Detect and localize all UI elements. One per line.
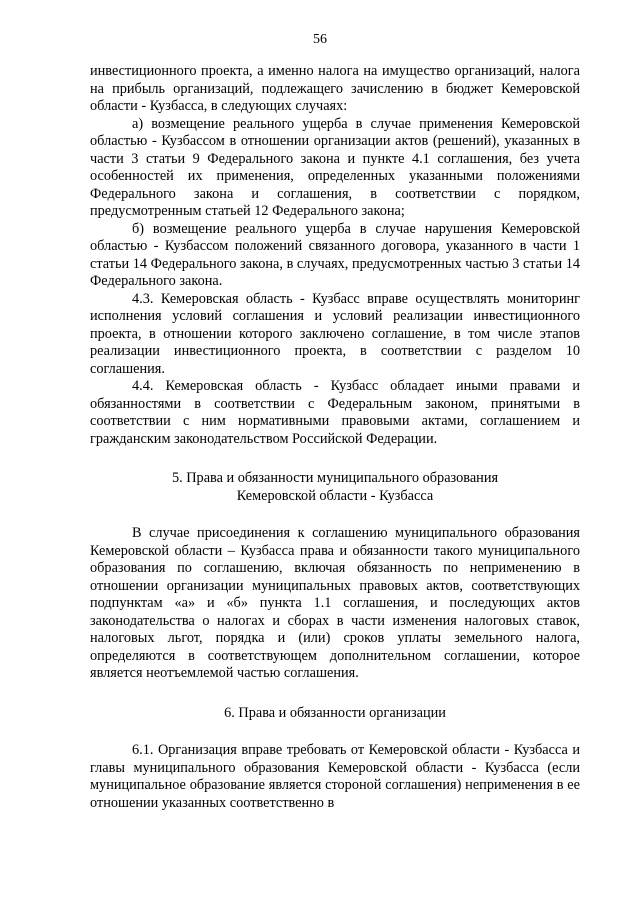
paragraph-item-b: б) возмещение реального ущерба в случае нарушения Кемеровской областью - Кузбассом положений связанного договора, указанного в части 1 статьи 14 Федерального закона, в случаях, предусмотренных частью 3 статьи 14 Федерального закона. [90,220,580,289]
paragraph-6-1: 6.1. Организация вправе требовать от Кемеровской области - Кузбасса и главы муниципального образования Кемеровской области - Кузбасса (если муниципальное образование является стороной соглашения) неприменения в ее отношении указанных соответственно в [90,742,580,811]
paragraph-continuation: инвестиционного проекта, а именно налога на имущество организаций, налога на прибыль организаций, подлежащего зачислению в бюджет Кемеровской области - Кузбасса, в следующих случаях: [90,63,580,114]
document-body [90,63,580,812]
section-5-heading-line-1: 5. Права и обязанности муниципального образования [171,470,499,486]
paragraph-item-a: а) возмещение реального ущерба в случае применения Кемеровской областью - Кузбассом в отношении организации актов (решений), указанных в части 3 статьи 9 Федерального закона и пункте 4.1 соглашения, без учета особенностей их применения, определенных указанными положениями Федерального закона и соглашения, в соответствии с порядком, предусмотренным статьей 12 Федерального закона; [90,115,580,219]
section-6-heading: 6. Права и обязанности организации [224,704,446,721]
paragraph-section-5: В случае присоединения к соглашению муниципального образования Кемеровской области – Кузбасса права и обязанности такого муниципального образования по соглашению, включая обязанность по неприменению в отношении организации муниципальных правовых актов, соответствующих подпунктам «а» и «б» пункта 1.1 соглашения, и последующих актов законодательства о налогах и сборах в части изменения налоговых ставок, налоговых льгот, порядка и (или) сроков уплаты земельного налога, определяются в соответствующем дополнительном соглашении, которое является неотъемлемой частью соглашения. [90,525,580,681]
page-number: 56 [313,32,327,47]
paragraph-4-3: 4.3. Кемеровская область - Кузбасс вправе осуществлять мониторинг исполнения условий соглашения и условий реализации инвестиционного проекта, в отношении которого заключено соглашение, в том числе этапов реализации инвестиционного проекта, в соответствии с разделом 10 соглашения. [90,290,580,377]
section-5-heading-line-2: Кемеровской области - Кузбасса [236,487,434,504]
paragraph-4-4: 4.4. Кемеровская область - Кузбасс обладает иными правами и обязанностями в соответствии с Федеральным законом, принятыми в соответствии с ним нормативными правовыми актами, соглашением и гражданским законодательством Российской Федерации. [90,378,580,447]
